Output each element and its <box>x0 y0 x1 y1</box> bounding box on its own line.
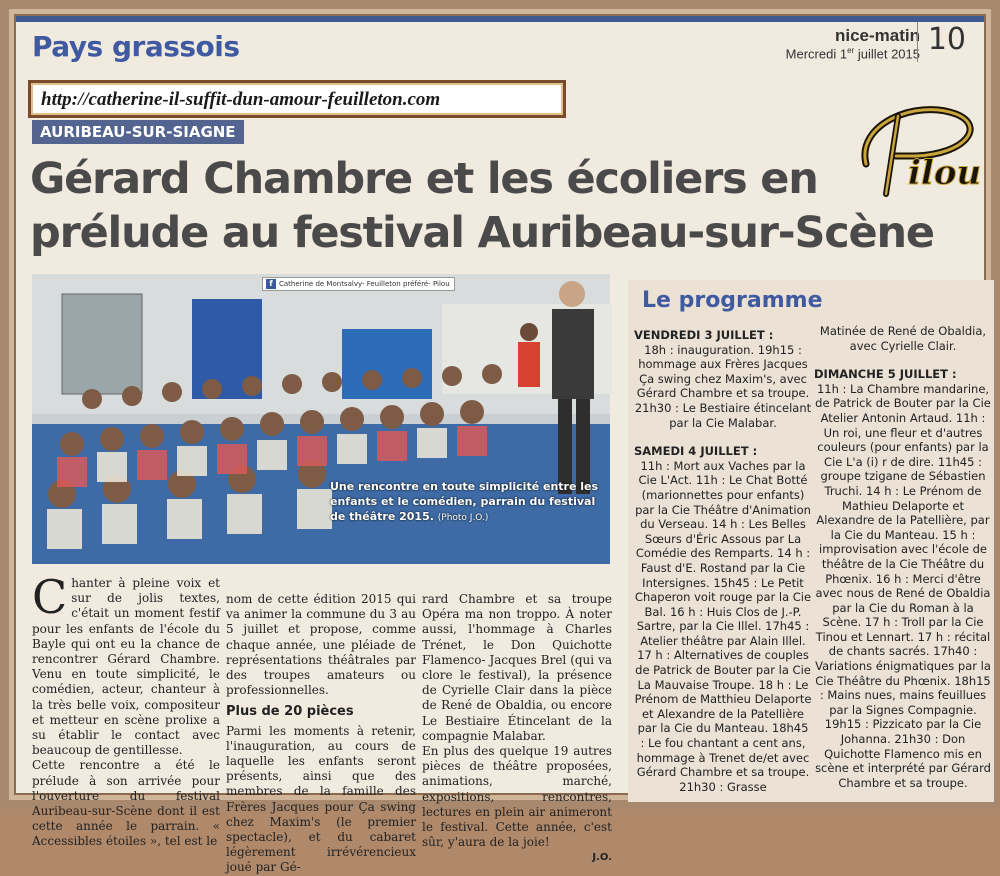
article-paragraph: nom de cette édition 2015 qui va animer la commune du 3 au 5 juillet et propose, comme chaque année, une pléiade de représentations théâtrales par des troupes amateurs ou professionnelles. <box>226 592 416 698</box>
headline: Gérard Chambre et les écoliers en prélude au festival Auribeau-sur-Scène <box>30 154 934 258</box>
article-column-2 <box>226 592 416 876</box>
article-paragraph: Parmi les moments à retenir, l'inauguration, au cours de laquelle les enfants seront présents, ainsi que des membres de la famille des Frères Jacques pour Ça swing chez Maxim's (le premier spectacle), et du cabaret légèrement irrévérencieux joué par Gé- <box>226 723 416 875</box>
article-paragraph: hanter à pleine voix et sur de jolis textes, c'était un moment festif pour les enfants de l'école du Bayle qui ont eu la chance de rencontrer Gérard Chambre. Venu en toute simplicité, le comédien, acteur, chanteur à la très belle voix, compositeur et metteur en scène prolixe a su établir le contact avec beaucoup de gentillesse. <box>32 576 220 758</box>
photo-credit: (Photo J.O.) <box>437 513 489 523</box>
article-column-3 <box>422 592 612 866</box>
article-subhead: Plus de 20 pièces <box>226 704 354 720</box>
masthead <box>786 26 920 61</box>
programme-entries: 11h : Mort aux Vaches par la Cie L'Act. 11h : Le Chat Botté (marionnettes pour enfants) par la Cie Théâtre d'Animation du Verseau. 14 h : Les Belles Sœurs d'Éric Assous par La Comédie des Remparts. 14 h : Faust d'E. Rostand par la Cie Intersignes. 15h45 : Le Petit Chaperon voit rouge par la Cie Bal. 16 h : Huis Clos de J.-P. Sartre, par la Cie Illel. 17h45 : Atelier théâtre par Alain Illel. 17 h : Alternatives de couples de Patrick de Bouter par la Cie La Mauvaise Troupe. 18 h : Le Prénom de Matthieu Delaporte et Alexandre de la Patellière par la Cie du Manteau. 18h45 : Le fou chantant a cent ans, hommage à Trenet de/et avec Gérard Chambre et sa troupe. 21h30 : Grasse <box>634 458 812 794</box>
location-tag: AURIBEAU-SUR-SIAGNE <box>32 120 244 144</box>
issue-date: Mercredi 1er juillet 2015 <box>785 46 920 62</box>
programme-title: Le programme <box>642 288 823 313</box>
programme-day: DIMANCHE 5 JUILLET : <box>814 367 957 382</box>
svg-text:ilou: ilou <box>908 153 982 193</box>
section-title: Pays grassois <box>32 30 240 63</box>
article-photo <box>32 274 610 564</box>
programme-day: VENDREDI 3 JUILLET : <box>634 328 774 342</box>
programme-entries: 18h : inauguration. 19h15 : hommage aux Frères Jacques Ça swing chez Maxim's, avec Gérard Chambre et sa troupe. 21h30 : Le Bestiaire étincelant par la Cie Malabar. <box>634 342 812 430</box>
photo-caption: Une rencontre en toute simplicité entre les enfants et le comédien, parrain du festival de théâtre 2015. (Photo J.O.) <box>330 480 599 523</box>
programme-box <box>628 280 994 802</box>
newspaper-page <box>14 14 991 875</box>
facebook-credit-bar: f Catherine de Montsalvy- Feuilleton préféré- Pilou <box>262 277 455 291</box>
programme-day: SAMEDI 4 JUILLET : <box>634 444 758 459</box>
facebook-icon: f <box>266 279 276 289</box>
programme-entries: Matinée de René de Obaldia, avec Cyrielle Clair. <box>819 324 987 353</box>
drop-cap: C <box>32 570 68 624</box>
article-paragraph: En plus des quelque 19 autres pièces de théâtre proposées, animations, marché, expositions, rencontres, lectures en plein air animeront le festival. Cette année, c'est sûr, y'aura de la joie! <box>422 744 612 850</box>
watermark-url: http://catherine-il-suffit-dun-amour-feuilleton.com <box>28 80 566 118</box>
programme-column-1 <box>634 324 812 794</box>
page-number: 10 <box>917 22 966 62</box>
article-paragraph: rard Chambre et sa troupe Opéra ma non troppo. À noter aussi, l'hommage à Charles Trénet, le Don Quichotte Flamenco- Jacques Brel (qui va clore le festival), la présence de Cyrielle Clair dans la pièce de René de Obaldia, ou encore Le Bestiaire Étincelant de la compagnie Malabar. <box>422 592 612 743</box>
article-column-1 <box>32 570 220 850</box>
author-signature: J.O. <box>592 852 612 864</box>
top-rule <box>16 16 984 22</box>
programme-column-2 <box>814 324 992 790</box>
article-paragraph: Cette rencontre a été le prélude à son arrivée pour l'ouverture du festival Auribeau-sur-Scène dont il est cette année le parrain. « Accessibles étoiles », tel est le <box>32 758 220 849</box>
newspaper-brand: nice-matin <box>834 26 920 45</box>
programme-entries: 11h : La Chambre mandarine, de Patrick de Bouter par la Cie Atelier Antonin Artaud. 11h : Un roi, une fleur et d'autres couleurs (pour enfants) par la Cie L'a (i) r de dire. 11h45 : groupe tzigane de Sébastien Truchi. 14 h : Le Prénom de Mathieu Delaporte et Alexandre de la Patellière, par la Cie du Manteau. 15 h : improvisation avec l'école de théâtre de la Cie Théâtre du Phœnix. 16 h : Merci d'être avec nous de René de Obaldia par la Cie du Roman à la Scène. 17 h : Troll par la Cie Tinou et Lennart. 17 h : récital de chants sacrés. 17h40 : Variations énigmatiques par la Cie Théâtre du Phœnix. 18h15 : Mains nues, mains feuillues par la Signes Compagnie. 19h15 : Pizzicato par la Cie Johanna. 21h30 : Don Quichotte Flamenco mis en scène et interprété par Gérard Chambre et sa troupe. <box>815 381 991 790</box>
